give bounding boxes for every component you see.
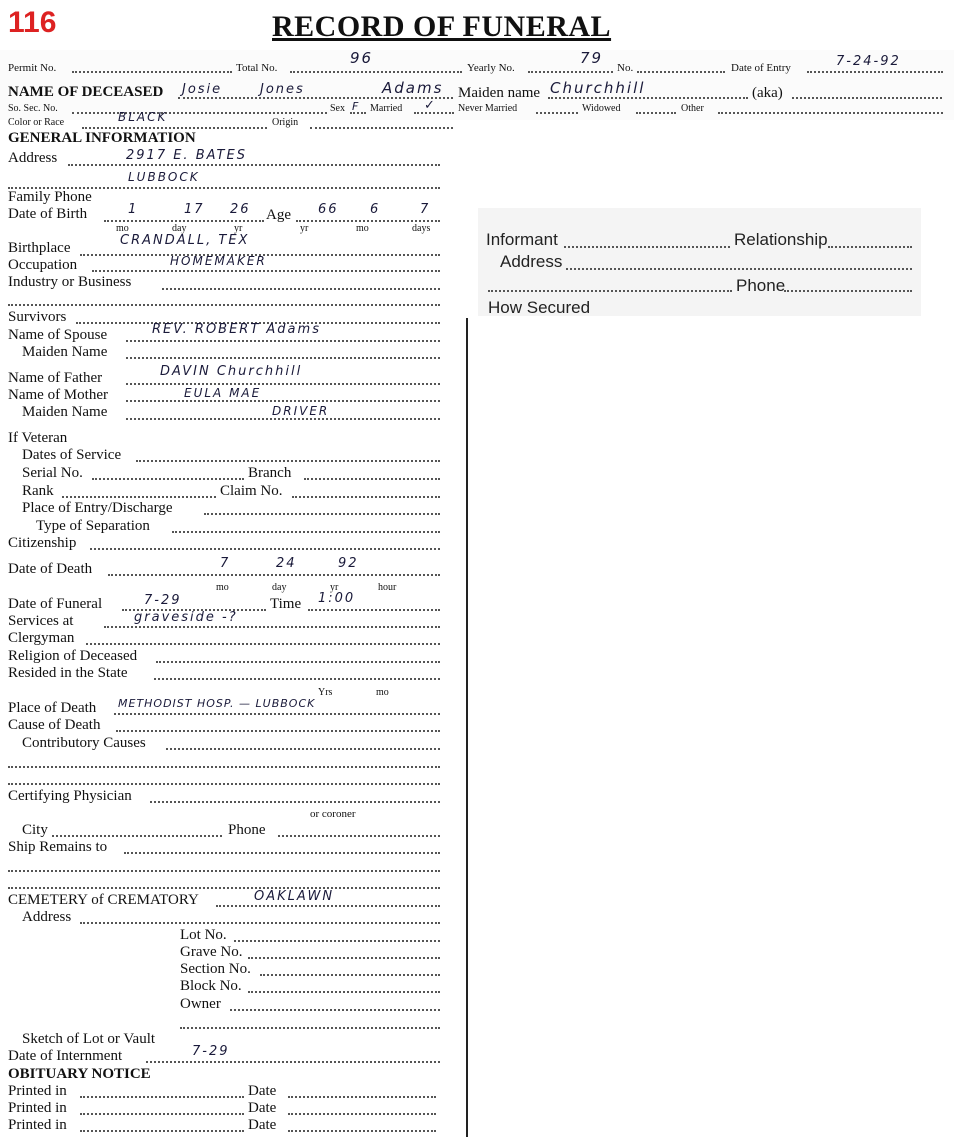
spouse-maiden-line [126,357,440,359]
grave-line [248,957,440,959]
column-divider [466,318,468,1137]
veteran-label: If Veteran [8,430,68,446]
age-sub-mo: mo [356,223,369,234]
printed-in-label-2: Printed in [8,1100,67,1116]
industry-line-2 [8,304,440,306]
aka-line [792,97,942,99]
ship-remains-line-3 [8,887,440,889]
obituary-date-label-3: Date [248,1117,277,1133]
ssn-line [72,112,327,114]
spouse-label: Name of Spouse [8,327,108,343]
occupation-value: HOMEMAKER [170,254,267,268]
funeral-date-value: 7-29 [144,593,182,608]
widowed-line [636,112,676,114]
dob-sub-mo: mo [116,223,129,234]
father-value: DAVIN Churchhill [160,364,303,379]
resided-sub-mo: mo [376,687,389,698]
branch-line [304,478,440,480]
permit-line [72,71,232,73]
physician-phone-line [278,835,440,837]
services-label: Services at [8,613,74,629]
printed-in-label-3: Printed in [8,1117,67,1133]
total-line [290,71,462,73]
city-label: City [22,822,48,838]
resided-label: Resided in the State [8,665,128,681]
separation-line [172,531,440,533]
ship-remains-label: Ship Remains to [8,839,108,855]
never-married-line [536,112,578,114]
rank-line [62,496,216,498]
place-of-death-line [114,713,440,715]
internment-value: 7-29 [192,1044,230,1059]
informant-line [564,246,730,248]
coroner-label: or coroner [310,808,356,820]
father-label: Name of Father [8,370,103,386]
date-of-death-line [108,574,440,576]
death-sub-yr: yr [330,582,339,593]
death-sub-mo: mo [216,582,229,593]
religion-line [156,661,440,663]
informant-box [478,208,921,316]
owner-line-2 [180,1027,440,1029]
owner-label: Owner [180,996,221,1012]
services-value: graveside -? [134,610,238,625]
mother-label: Name of Mother [8,387,108,403]
printed-in-label-1: Printed in [8,1083,67,1099]
obituary-date-line-1 [288,1096,436,1098]
relationship-line [828,246,912,248]
married-checkmark: ✓ [424,98,437,113]
entry-value: 7-24-92 [836,54,901,69]
claim-label: Claim No. [220,483,283,499]
address-label: Address [8,150,58,166]
dob-sub-yr: yr [234,223,243,234]
obituary-date-line-2 [288,1113,436,1115]
permit-label: Permit No. [8,62,57,74]
informant-address-line [566,268,912,270]
contributory-line-1 [166,748,440,750]
city-line [52,835,222,837]
cause-of-death-label: Cause of Death [8,717,101,733]
occupation-line [92,270,440,272]
dob-day: 17 [184,202,205,217]
no-label: No. [617,62,634,74]
entry-label: Date of Entry [731,62,791,74]
sketch-label: Sketch of Lot or Vault [22,1031,156,1047]
serial-label: Serial No. [22,465,83,481]
color-race-line [82,127,267,129]
mother-value: EULA MAE [184,386,262,400]
aka-label: (aka) [752,85,783,101]
service-dates-label: Dates of Service [22,447,122,463]
spouse-maiden-label: Maiden Name [22,344,108,360]
death-sub-hour: hour [378,582,397,593]
obituary-date-label-2: Date [248,1100,277,1116]
death-month: 7 [220,556,231,571]
resided-sub-yrs: Yrs [318,687,333,698]
service-dates-line [136,460,440,462]
date-of-death-label: Date of Death [8,561,93,577]
deceased-last-name: Adams [382,79,444,97]
spouse-value: REV. ROBERT Adams [152,322,321,337]
entry-line [807,71,943,73]
place-of-death-label: Place of Death [8,700,97,716]
cemetery-line [216,905,440,907]
sex-value: F [352,100,361,113]
maiden-name-value: Churchhill [550,79,646,97]
dob-line [104,220,264,222]
contributory-line-3 [8,783,440,785]
entry-discharge-label: Place of Entry/Discharge [22,500,173,516]
deceased-first-name: Josie [182,82,223,97]
informant-address-label: Address [500,252,563,271]
clergyman-label: Clergyman [8,630,75,646]
no-line [637,71,725,73]
never-married-label: Never Married [458,103,518,114]
informant-phone-line [784,290,912,292]
dob-label: Date of Birth [8,206,88,222]
time-label: Time [270,596,302,612]
cemetery-label: CEMETERY of CREMATORY [8,892,199,908]
birthplace-value: CRANDALL, TEX [120,233,250,248]
serial-line [92,478,244,480]
address-value-1: 2917 E. BATES [126,148,247,163]
section-line [260,974,440,976]
informant-label: Informant [486,230,558,249]
age-line [296,220,440,222]
obituary-heading: OBITUARY NOTICE [8,1066,151,1082]
physician-line [150,801,440,803]
age-sub-days: days [412,223,431,234]
separation-label: Type of Separation [36,518,150,534]
block-line [248,991,440,993]
address-value-2: LUBBOCK [128,170,200,184]
how-secured-label: How Secured [488,298,591,317]
address-line-1 [68,164,440,166]
lot-line [234,940,440,942]
yearly-label: Yearly No. [467,62,515,74]
cause-of-death-line [116,730,440,732]
ship-remains-line-1 [124,852,440,854]
industry-line-1 [162,288,440,290]
death-year: 92 [338,556,359,571]
citizenship-line [90,548,440,550]
origin-line [310,127,453,129]
ssn-label: So. Sec. No. [8,103,58,114]
services-line [104,626,440,628]
page-number: 116 [8,6,57,39]
time-value: 1:00 [318,591,356,606]
contributory-label: Contributory Causes [22,735,146,751]
spouse-line [126,340,440,342]
widowed-label: Widowed [582,103,621,114]
clergyman-line [86,643,440,645]
age-days: 7 [420,202,431,217]
informant-address-line-2 [488,290,732,292]
form-title: RECORD OF FUNERAL [272,10,612,43]
age-years: 66 [318,202,339,217]
mother-line [126,400,440,402]
dob-sub-day: day [172,223,187,234]
age-sub-yr: yr [300,223,309,234]
other-label: Other [681,103,704,114]
age-months: 6 [370,202,381,217]
resided-line [154,678,440,680]
ship-remains-line-2 [8,870,440,872]
cemetery-value: OAKLAWN [254,889,335,904]
industry-label: Industry or Business [8,274,132,290]
family-phone-label: Family Phone [8,189,92,205]
color-race-label: Color or Race [8,117,65,128]
mother-maiden-value: DRIVER [272,404,330,418]
deceased-middle-name: Jones [260,82,305,97]
informant-phone-label: Phone [736,276,786,295]
sex-label: Sex [330,103,345,114]
yearly-value: 79 [580,49,604,67]
deceased-name-label: NAME OF DECEASED [8,84,164,100]
origin-label: Origin [272,117,299,128]
physician-phone-label: Phone [228,822,266,838]
age-label: Age [266,207,291,223]
death-day: 24 [276,556,297,571]
maiden-name-line [548,97,748,99]
maiden-name-label: Maiden name [458,85,541,101]
dob-year: 26 [230,202,251,217]
grave-label: Grave No. [180,944,243,960]
claim-line [292,496,440,498]
other-line [718,112,943,114]
general-info-heading: GENERAL INFORMATION [8,130,196,146]
death-sub-day: day [272,582,287,593]
printed-in-line-2 [80,1113,244,1115]
time-line [308,609,440,611]
total-value: 96 [350,49,374,67]
total-label: Total No. [236,62,278,74]
married-label: Married [370,103,403,114]
father-line [126,383,440,385]
survivors-label: Survivors [8,309,67,325]
occupation-label: Occupation [8,257,78,273]
contributory-line-2 [8,766,440,768]
printed-in-line-1 [80,1096,244,1098]
printed-in-line-3 [80,1130,244,1132]
rank-label: Rank [22,483,54,499]
funeral-date-label: Date of Funeral [8,596,103,612]
mother-maiden-label: Maiden Name [22,404,108,420]
dob-month: 1 [128,202,139,217]
lot-label: Lot No. [180,927,227,943]
section-label: Section No. [180,961,251,977]
obituary-date-line-3 [288,1130,436,1132]
branch-label: Branch [248,465,292,481]
citizenship-label: Citizenship [8,535,77,551]
deceased-name-line [178,97,453,99]
physician-label: Certifying Physician [8,788,132,804]
religion-label: Religion of Deceased [8,648,138,664]
yearly-line [528,71,613,73]
color-race-value: BLACK [118,110,168,124]
cemetery-address-label: Address [22,909,72,925]
owner-line-1 [230,1009,440,1011]
birthplace-label: Birthplace [8,240,71,256]
obituary-date-label-1: Date [248,1083,277,1099]
internment-line [146,1061,440,1063]
block-label: Block No. [180,978,242,994]
place-of-death-value: METHODIST HOSP. — LUBBOCK [118,697,316,710]
cemetery-address-line [80,922,440,924]
internment-label: Date of Internment [8,1048,123,1064]
entry-discharge-line [204,513,440,515]
relationship-label: Relationship [734,230,828,249]
